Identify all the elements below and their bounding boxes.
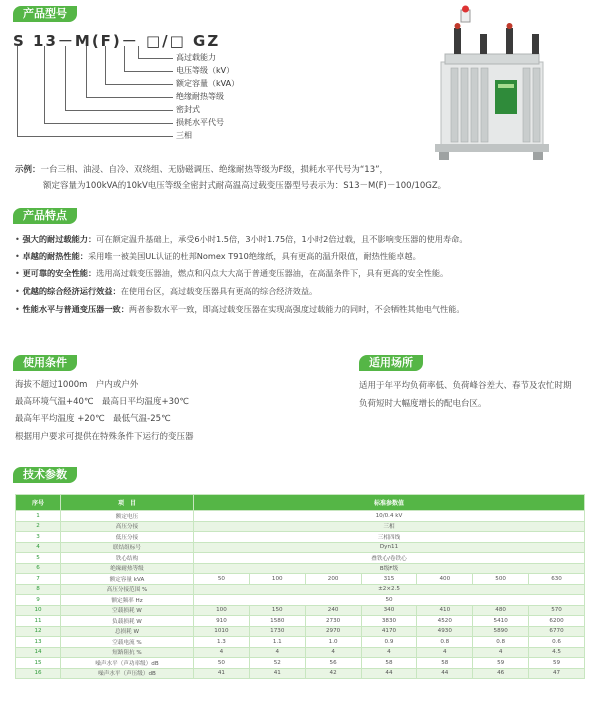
row-value: 100 [249,574,305,585]
condition-line: 根据用户要求可提供在特殊条件下运行的变压器 [15,432,194,442]
row-value: 4 [194,647,250,658]
feature-item: • 卓越的耐热性能：采用唯一被美国UL认证的杜邦Nomex T910绝缘纸，具有更高的温升限值，耐热性能卓越。 [15,251,421,261]
legend-item: 密封式 [176,105,200,114]
row-value: 50 [194,574,250,585]
row-index: 14 [16,647,61,658]
model-example [15,162,446,194]
row-value: 44 [417,668,473,679]
row-item: 空载电流 % [61,637,194,648]
row-value: 200 [305,574,361,585]
transformer-image [415,4,565,164]
row-value: 6200 [529,616,585,627]
row-value: 4.5 [529,647,585,658]
row-item: 联结组标号 [61,542,194,553]
row-value: 41 [194,668,250,679]
row-value: 1.1 [249,637,305,648]
table-row [16,595,585,606]
table-row [16,521,585,532]
row-value: 10/0.4 kV [194,511,585,522]
row-value: 3830 [361,616,417,627]
row-value: 910 [194,616,250,627]
table-row [16,553,585,564]
row-index: 2 [16,521,61,532]
row-index: 9 [16,595,61,606]
example-line: 一台三相、油浸、自冷、双绕组、无励磁调压、绝缘耐热等级为F级，损耗水平代号为“13”， [40,165,389,175]
row-value: 570 [529,605,585,616]
legend-item: 三相 [176,131,192,140]
feature-title: 卓越的耐热性能： [22,251,88,261]
table-row [16,532,585,543]
row-value: 0.9 [361,637,417,648]
row-index: 10 [16,605,61,616]
row-value: 5410 [473,616,529,627]
row-value: 4 [361,647,417,658]
row-index: 7 [16,574,61,585]
feature-item: • 强大的耐过载能力：可在额定温升基础上，承受6小时1.5倍，3小时1.75倍，1小时2倍过载，且不影响变压器的使用寿命。 [15,234,468,244]
table-row [16,511,585,522]
row-value: 1580 [249,616,305,627]
row-value: 59 [473,658,529,669]
feature-text: 在使用台区，高过载变压器具有更高的综合经济效益。 [120,286,318,296]
table-row [16,626,585,637]
row-value: 5890 [473,626,529,637]
row-item: 总损耗 W [61,626,194,637]
legend-item: 额定容量（kVA） [176,79,240,88]
row-value: 4520 [417,616,473,627]
condition-line: 最高环境气温+40℃ 最高日平均温度+30℃ [15,397,189,407]
row-value: 59 [529,658,585,669]
product-model-title: 产品型号 [13,6,77,22]
row-item: 空载损耗 W [61,605,194,616]
condition-line: 海拔不超过1000m 户内或户外 [15,380,139,390]
row-index: 3 [16,532,61,543]
table-row [16,605,585,616]
tech-params-title: 技术参数 [13,467,77,483]
row-item: 短路阻抗 % [61,647,194,658]
row-value: 4 [473,647,529,658]
table-row [16,668,585,679]
table-row [16,647,585,658]
model-code: S 13－M(F)－ □/□ GZ [13,32,221,50]
row-item: 额定频率 Hz [61,595,194,606]
row-value: ±2×2.5 [194,584,585,595]
row-value: 50 [194,658,250,669]
row-value: 4 [249,647,305,658]
row-value: 三相 [194,521,585,532]
row-value: 630 [529,574,585,585]
feature-item: • 更可靠的安全性能：选用高过载变压器油，燃点和闪点大大高于普通变压器油，在高温条件下，具有更高的安全性能。 [15,268,449,278]
row-value: 480 [473,605,529,616]
row-value: 50 [194,595,585,606]
table-row [16,542,585,553]
example-line: 额定容量为100kVA的10kV电压等级全密封式耐高温高过载变压器型号表示为：S13－M(F)－100/10GZ。 [43,181,447,191]
table-row [16,616,585,627]
row-value: 0.8 [417,637,473,648]
row-value: 44 [361,668,417,679]
header-index: 序号 [16,495,61,511]
row-value: 400 [417,574,473,585]
legend-item: 电压等级（kV） [176,66,235,75]
row-item: 噪声水平（声压级）dB [61,668,194,679]
row-value: 6770 [529,626,585,637]
row-value: 340 [361,605,417,616]
feature-title: 强大的耐过载能力： [22,234,97,244]
feature-title: 更可靠的安全性能： [22,268,97,278]
row-value: Dyn11 [194,542,585,553]
legend-item: 绝缘耐热等级 [176,92,224,101]
row-item: 高压分接 [61,521,194,532]
row-value: 240 [305,605,361,616]
feature-title: 性能水平与普通变压器一致： [22,304,129,314]
row-index: 4 [16,542,61,553]
row-value: 410 [417,605,473,616]
feature-text: 采用唯一被美国UL认证的杜邦Nomex T910绝缘纸，具有更高的温升限值，耐热性能卓越。 [87,251,421,261]
row-value: B级F级 [194,563,585,574]
row-value: 2970 [305,626,361,637]
row-item: 低压分接 [61,532,194,543]
applications-title: 适用场所 [359,355,423,371]
row-value: 56 [305,658,361,669]
row-index: 11 [16,616,61,627]
row-item: 高压分接范围 % [61,584,194,595]
row-value: 4 [417,647,473,658]
row-value: 三相四线 [194,532,585,543]
row-index: 8 [16,584,61,595]
row-value: 叠铁心/卷铁心 [194,553,585,564]
feature-text: 可在额定温升基础上，承受6小时1.5倍，3小时1.75倍，1小时2倍过载，且不影响变压器的使用寿命。 [96,234,468,244]
legend-item: 损耗水平代号 [176,118,224,127]
feature-item: • 性能水平与普通变压器一致：两者参数水平一致，即高过载变压器在实现高强度过载能力的同时，不会牺牲其他电气性能。 [15,304,465,314]
row-value: 41 [249,668,305,679]
row-value: 1010 [194,626,250,637]
feature-text: 选用高过载变压器油，燃点和闪点大大高于普通变压器油，在高温条件下，具有更高的安全性能。 [96,268,449,278]
conditions-title: 使用条件 [13,355,77,371]
row-index: 12 [16,626,61,637]
row-item: 噪声水平（声功率级）dB [61,658,194,669]
row-value: 150 [249,605,305,616]
row-value: 100 [194,605,250,616]
row-index: 13 [16,637,61,648]
table-row [16,658,585,669]
row-value: 1730 [249,626,305,637]
row-index: 16 [16,668,61,679]
row-value: 4930 [417,626,473,637]
table-row [16,584,585,595]
row-value: 1.0 [305,637,361,648]
row-value: 315 [361,574,417,585]
row-value: 1.3 [194,637,250,648]
row-value: 46 [473,668,529,679]
feature-title: 优越的综合经济运行效益： [22,286,121,296]
row-item: 负载损耗 W [61,616,194,627]
legend-item: 高过载能力 [176,53,216,62]
header-item: 项 目 [61,495,194,511]
row-value: 2730 [305,616,361,627]
row-index: 1 [16,511,61,522]
row-value: 0.6 [529,637,585,648]
example-label: 示例： [15,165,41,175]
row-value: 47 [529,668,585,679]
row-value: 58 [417,658,473,669]
condition-line: 最高年平均温度 +20℃ 最低气温-25℃ [15,414,171,424]
application-line: 适用于年平均负荷率低、负荷峰谷差大、春节及农忙时期 [359,381,572,391]
row-item: 绝缘耐热等级 [61,563,194,574]
table-row [16,574,585,585]
table-row [16,637,585,648]
row-value: 52 [249,658,305,669]
row-value: 4 [305,647,361,658]
row-value: 0.8 [473,637,529,648]
row-index: 5 [16,553,61,564]
header-value: 标准参数值 [194,495,585,511]
row-value: 4170 [361,626,417,637]
tech-params-table [15,494,585,679]
row-index: 6 [16,563,61,574]
row-value: 500 [473,574,529,585]
table-row [16,563,585,574]
row-item: 额定电压 [61,511,194,522]
feature-item: • 优越的综合经济运行效益：在使用台区，高过载变压器具有更高的综合经济效益。 [15,286,318,296]
row-value: 42 [305,668,361,679]
row-value: 58 [361,658,417,669]
application-line: 负荷短时大幅度增长的配电台区。 [359,399,487,409]
features-title: 产品特点 [13,208,77,224]
row-item: 铁心结构 [61,553,194,564]
row-index: 15 [16,658,61,669]
feature-text: 两者参数水平一致，即高过载变压器在实现高强度过载能力的同时，不会牺牲其他电气性能。 [128,304,465,314]
row-item: 额定容量 kVA [61,574,194,585]
